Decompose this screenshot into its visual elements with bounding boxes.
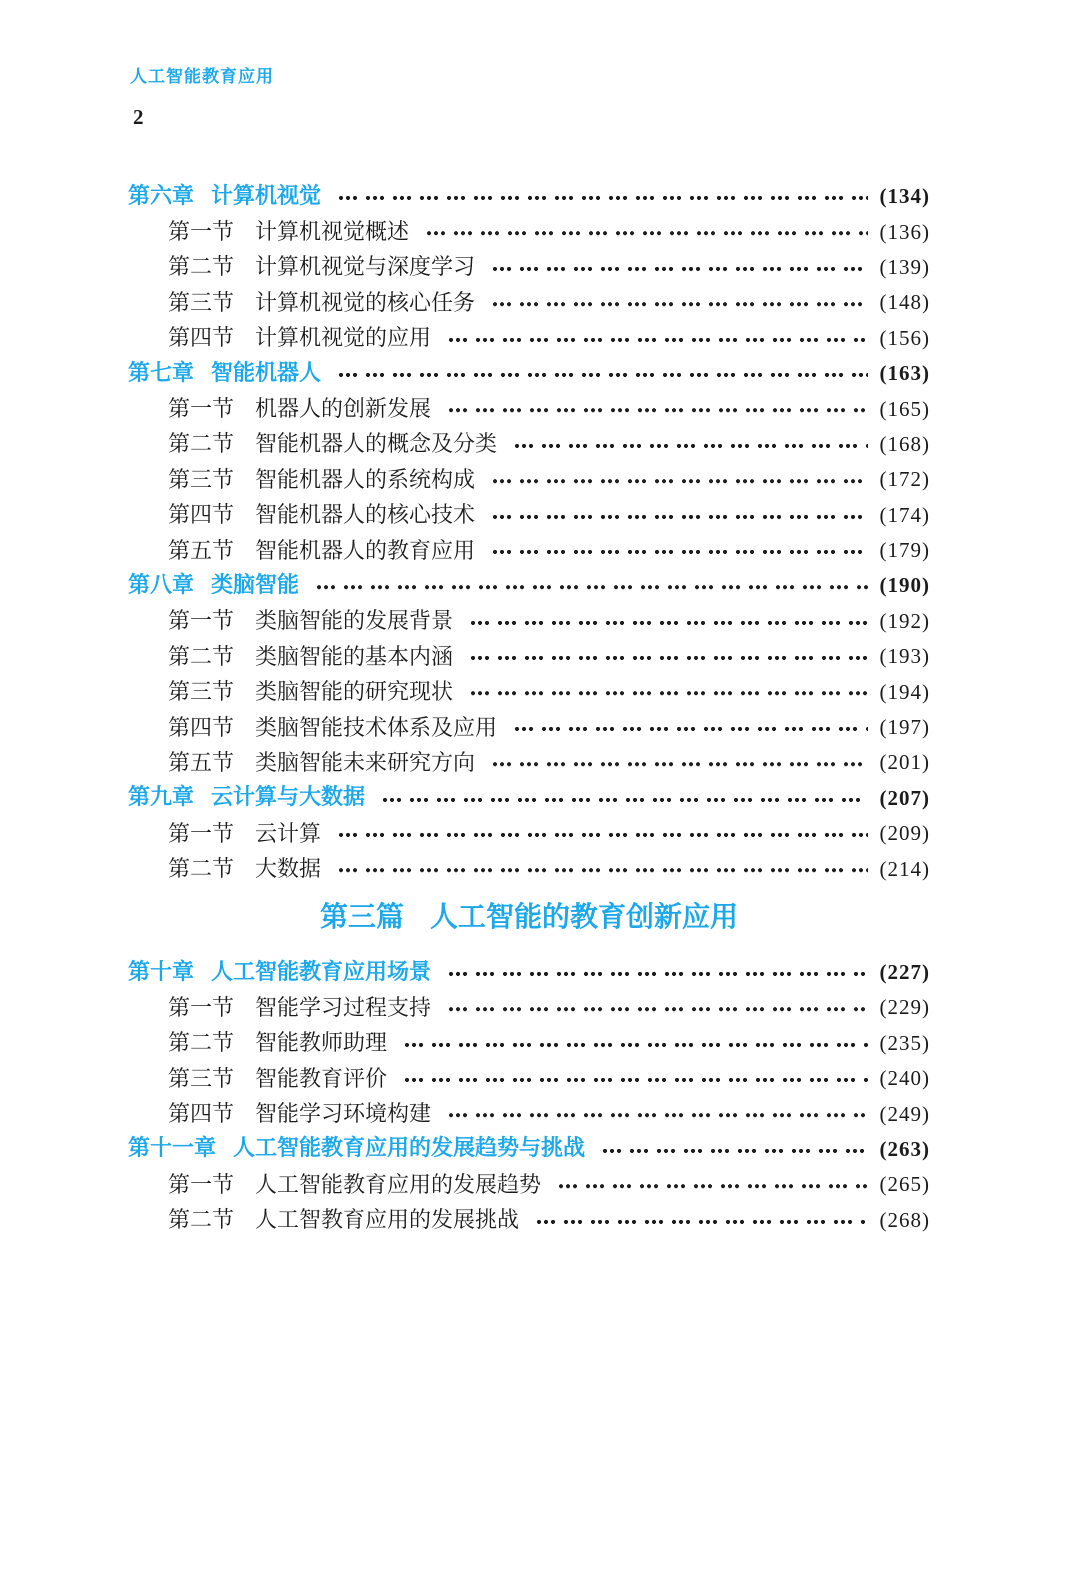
- entry-title: 计算机视觉与深度学习: [255, 254, 476, 280]
- entry-page: (235): [879, 1030, 930, 1055]
- entry-label: 第三节: [168, 679, 235, 705]
- leader-dots: [337, 851, 867, 886]
- entry-page: (197): [879, 715, 930, 740]
- leader-dots: [491, 745, 867, 780]
- entry-label: 第七章: [128, 360, 195, 386]
- entry-page: (174): [879, 502, 930, 527]
- entry-title: 智能学习过程支持: [255, 994, 432, 1020]
- toc-entry-section: [128, 745, 930, 780]
- entry-title: 类脑智能未来研究方向: [255, 749, 476, 775]
- entry-label: 第十一章: [128, 1136, 217, 1162]
- leader-dots: [491, 250, 867, 285]
- leader-dots: [403, 1026, 867, 1061]
- leader-dots: [491, 285, 867, 320]
- toc-entry-section: [128, 674, 930, 709]
- entry-page: (156): [879, 325, 930, 350]
- toc-entry-chapter-9: [128, 781, 930, 816]
- leader-dots: [447, 955, 867, 990]
- entry-page: (192): [879, 608, 930, 633]
- leader-dots: [513, 710, 867, 745]
- entry-label: 第三节: [168, 289, 235, 315]
- entry-label: 第四节: [168, 714, 235, 740]
- part-heading: [128, 897, 930, 933]
- entry-title: 人工智能教育应用场景: [211, 959, 432, 985]
- entry-label: 第九章: [128, 785, 195, 811]
- leader-dots: [425, 214, 867, 249]
- leader-dots: [513, 427, 867, 462]
- entry-page: (193): [879, 644, 930, 669]
- entry-title: 智能教育评价: [255, 1065, 388, 1091]
- entry-label: 第十章: [128, 959, 195, 985]
- entry-title: 人工智能教育应用的发展趋势与挑战: [233, 1136, 586, 1162]
- entry-title: 类脑智能: [211, 572, 300, 598]
- entry-label: 第一节: [168, 994, 235, 1020]
- leader-dots: [447, 1096, 867, 1131]
- entry-page: (168): [879, 431, 930, 456]
- toc-entry-chapter-6: [128, 179, 930, 214]
- entry-title: 智能教师助理: [255, 1030, 388, 1056]
- entry-title: 大数据: [255, 856, 322, 882]
- toc-entry-section: [128, 214, 930, 249]
- entry-page: (214): [879, 856, 930, 881]
- entry-label: 第二节: [168, 856, 235, 882]
- toc-entry-section: [128, 533, 930, 568]
- entry-label: 第八章: [128, 572, 195, 598]
- entry-page: (163): [879, 361, 930, 386]
- toc-entry-chapter-10: [128, 955, 930, 990]
- toc-entry-chapter-8: [128, 568, 930, 603]
- entry-page: (201): [879, 750, 930, 775]
- toc-entry-section: [128, 990, 930, 1025]
- toc-entry-section: [128, 639, 930, 674]
- toc-entry-section: [128, 321, 930, 356]
- leader-dots: [469, 639, 867, 674]
- entry-label: 第二节: [168, 643, 235, 669]
- entry-page: (249): [879, 1101, 930, 1126]
- book-title: 人工智能教育应用: [130, 67, 274, 87]
- entry-label: 第四节: [168, 502, 235, 528]
- entry-label: 第二节: [168, 254, 235, 280]
- entry-label: 第五节: [168, 749, 235, 775]
- entry-page: (227): [879, 960, 930, 984]
- leader-dots: [381, 781, 867, 816]
- leader-dots: [491, 533, 867, 568]
- toc-entry-section: [128, 604, 930, 639]
- leader-dots: [447, 391, 867, 426]
- leader-dots: [337, 179, 867, 214]
- entry-page: (207): [879, 785, 930, 810]
- entry-title: 云计算: [255, 820, 322, 846]
- leader-dots: [491, 498, 867, 533]
- entry-title: 类脑智能的发展背景: [255, 608, 454, 634]
- toc-entry-section: [128, 1096, 930, 1131]
- toc-entry-section: [128, 498, 930, 533]
- leader-dots: [469, 674, 867, 709]
- leader-dots: [557, 1167, 867, 1202]
- entry-page: (139): [879, 254, 930, 279]
- part-title: 人工智能的教育创新应用: [430, 899, 739, 933]
- leader-dots: [535, 1203, 867, 1238]
- toc-entry-section: [128, 250, 930, 285]
- entry-label: 第一节: [168, 1171, 235, 1197]
- entry-page: (209): [879, 821, 930, 846]
- leader-dots: [447, 321, 867, 356]
- entry-label: 第一节: [168, 820, 235, 846]
- leader-dots: [315, 568, 867, 603]
- leader-dots: [447, 990, 867, 1025]
- entry-title: 智能学习环境构建: [255, 1101, 432, 1127]
- entry-label: 第四节: [168, 1101, 235, 1127]
- entry-page: (263): [879, 1136, 930, 1161]
- entry-label: 第二节: [168, 1207, 235, 1233]
- entry-title: 机器人的创新发展: [255, 396, 432, 422]
- entry-title: 计算机视觉的核心任务: [255, 289, 476, 315]
- toc-entry-chapter-11: [128, 1132, 930, 1167]
- leader-dots: [403, 1061, 867, 1096]
- entry-title: 类脑智能的基本内涵: [255, 643, 454, 669]
- entry-page: (265): [879, 1172, 930, 1197]
- toc-entry-section: [128, 427, 930, 462]
- toc-entry-section: [128, 391, 930, 426]
- toc-entry-section: [128, 816, 930, 851]
- entry-title: 智能机器人的核心技术: [255, 502, 476, 528]
- entry-title: 智能机器人的教育应用: [255, 537, 476, 563]
- entry-label: 第四节: [168, 325, 235, 351]
- toc-entry-section: [128, 285, 930, 320]
- entry-title: 智能机器人: [211, 360, 322, 386]
- toc-entry-section: [128, 1203, 930, 1238]
- leader-dots: [469, 604, 867, 639]
- entry-label: 第一节: [168, 608, 235, 634]
- toc-entry-section: [128, 1167, 930, 1202]
- table-of-contents: [128, 179, 930, 1238]
- entry-title: 云计算与大数据: [211, 785, 366, 811]
- toc-entry-section: [128, 1061, 930, 1096]
- entry-label: 第一节: [168, 219, 235, 245]
- entry-title: 人工智能教育应用的发展趋势: [255, 1171, 542, 1197]
- toc-entry-section: [128, 1026, 930, 1061]
- entry-page: (194): [879, 679, 930, 704]
- entry-page: (179): [879, 538, 930, 563]
- entry-label: 第六章: [128, 183, 195, 209]
- entry-page: (190): [879, 573, 930, 598]
- leader-dots: [491, 462, 867, 497]
- entry-label: 第五节: [168, 537, 235, 563]
- page-number: 2: [133, 105, 144, 129]
- entry-page: (165): [879, 396, 930, 421]
- toc-entry-section: [128, 710, 930, 745]
- entry-label: 第二节: [168, 1030, 235, 1056]
- leader-dots: [337, 356, 867, 391]
- entry-title: 人工智教育应用的发展挑战: [255, 1207, 520, 1233]
- entry-title: 智能机器人的系统构成: [255, 466, 476, 492]
- entry-page: (134): [879, 184, 930, 209]
- entry-page: (136): [879, 219, 930, 244]
- entry-label: 第二节: [168, 431, 235, 457]
- entry-page: (148): [879, 290, 930, 315]
- entry-page: (229): [879, 995, 930, 1020]
- entry-page: (268): [879, 1207, 930, 1232]
- book-toc-page: [0, 67, 1080, 1578]
- entry-label: 第一节: [168, 396, 235, 422]
- entry-title: 类脑智能技术体系及应用: [255, 714, 498, 740]
- entry-title: 计算机视觉: [211, 183, 322, 209]
- leader-dots: [337, 816, 867, 851]
- entry-title: 智能机器人的概念及分类: [255, 431, 498, 457]
- entry-page: (172): [879, 467, 930, 492]
- toc-entry-section: [128, 851, 930, 886]
- entry-title: 类脑智能的研究现状: [255, 679, 454, 705]
- entry-title: 计算机视觉的应用: [255, 325, 432, 351]
- entry-title: 计算机视觉概述: [255, 219, 410, 245]
- entry-label: 第三节: [168, 1065, 235, 1091]
- leader-dots: [601, 1132, 867, 1167]
- toc-entry-section: [128, 462, 930, 497]
- part-label: 第三篇: [319, 899, 404, 933]
- entry-label: 第三节: [168, 466, 235, 492]
- toc-entry-chapter-7: [128, 356, 930, 391]
- entry-page: (240): [879, 1066, 930, 1091]
